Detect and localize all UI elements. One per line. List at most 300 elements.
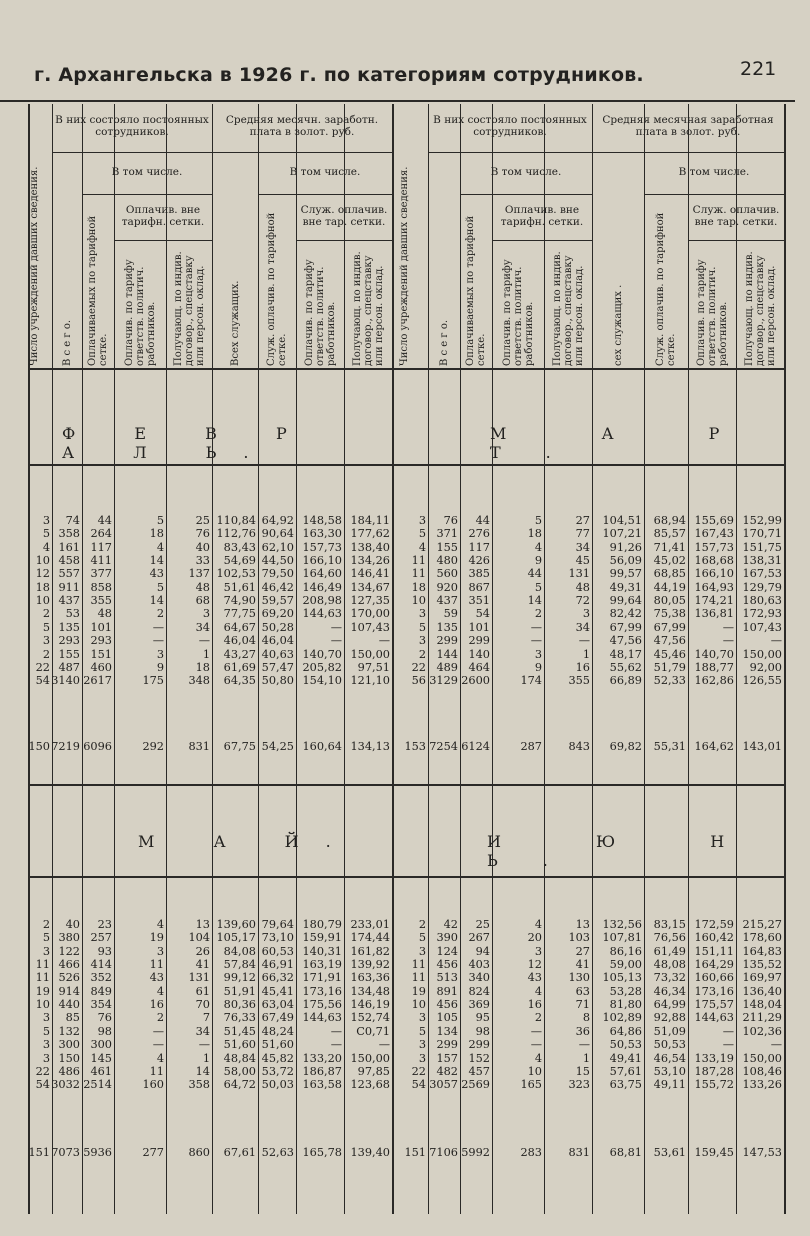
table-row: 67,99 — [653, 620, 686, 634]
table-row: — — [330, 634, 342, 648]
table-row: 45,41 — [261, 984, 294, 998]
table-row: 167,43 — [694, 527, 734, 541]
table-row: 5 — [418, 527, 426, 541]
table-row: — — [722, 1024, 734, 1038]
table-row: 107,43 — [350, 620, 390, 634]
table-row: 107,21 — [602, 527, 642, 541]
table-row: 154,10 — [302, 674, 342, 688]
table-row: 464 — [468, 660, 490, 674]
table-row: 157,73 — [302, 540, 342, 554]
table-row: 340 — [468, 971, 490, 985]
table-row: 112,76 — [216, 527, 256, 541]
table-row: 25 — [195, 514, 210, 527]
table-row: 86,16 — [609, 944, 642, 958]
table-row: 461 — [90, 1064, 112, 1078]
table-row: — — [378, 1038, 390, 1052]
table-row: 51,09 — [653, 1024, 686, 1038]
table-row: 103 — [568, 931, 590, 945]
table-row: 184,11 — [350, 514, 390, 527]
table-row: 5 — [42, 620, 50, 634]
table-row: 129,79 — [742, 580, 782, 594]
table-row: 46,04 — [223, 634, 256, 648]
table-row: 34 — [575, 620, 590, 634]
table-row: 92,88 — [653, 1011, 686, 1025]
table-row: 61 — [195, 984, 210, 998]
table-row: 99,64 — [609, 594, 642, 608]
table-row: 41 — [575, 958, 590, 972]
header-individual-contract: Получающ. по индив. договор., спецставку или персон. оклад. — [351, 251, 385, 366]
total-row: 6124 — [461, 740, 490, 753]
table-row: 18 — [527, 527, 542, 541]
table-row: 3 — [42, 634, 50, 648]
table-row: 51,61 — [223, 580, 256, 594]
table-row: 83,15 — [653, 918, 686, 931]
total-row: 7073 — [51, 1146, 80, 1159]
table-row: 50,28 — [261, 620, 294, 634]
salary-group-rule-right — [592, 152, 784, 153]
table-row: 205,82 — [302, 660, 342, 674]
table-row: 102,53 — [216, 567, 256, 581]
table-row: 5 — [42, 1024, 50, 1038]
table-row: 8 — [582, 1011, 590, 1025]
table-row: 155 — [436, 540, 458, 554]
table-row: 50,53 — [653, 1038, 686, 1052]
table-row: 174 — [520, 674, 542, 688]
table-row: 526 — [58, 971, 80, 985]
table-row: 2514 — [83, 1078, 112, 1092]
table-row: 79,64 — [261, 918, 294, 931]
table-row: 371 — [436, 527, 458, 541]
table-row: 914 — [58, 984, 80, 998]
table-row: 59,00 — [609, 958, 642, 972]
table-row: 102,89 — [602, 1011, 642, 1025]
table-row: 53 — [65, 607, 80, 621]
table-row: 159,91 — [302, 931, 342, 945]
table-row: 57,84 — [223, 958, 256, 972]
table-row: 107,43 — [742, 620, 782, 634]
table-row: 85,57 — [653, 527, 686, 541]
table-row: 5 — [418, 1024, 426, 1038]
table-row: 175 — [142, 674, 164, 688]
table-row: 380 — [58, 931, 80, 945]
table-row: 41 — [195, 958, 210, 972]
table-row: 51,60 — [261, 1038, 294, 1052]
table-row: 99,57 — [609, 567, 642, 581]
table-row: 34 — [195, 620, 210, 634]
table-row: 44,19 — [653, 580, 686, 594]
table-row: 44 — [527, 567, 542, 581]
table-row: 2 — [418, 918, 426, 931]
table-row: 178,60 — [742, 931, 782, 945]
table-row: 369 — [468, 998, 490, 1012]
total-row: 5936 — [83, 1146, 112, 1159]
table-row: 18 — [35, 580, 50, 594]
table-row: 80,36 — [223, 998, 256, 1012]
table-row: 4 — [42, 540, 50, 554]
table-row: 104,51 — [602, 514, 642, 527]
table-row: 10 — [35, 594, 50, 608]
table-row: 40,63 — [261, 647, 294, 661]
total-row: 55,31 — [653, 740, 686, 753]
table-row: 16 — [527, 998, 542, 1012]
table-row: 4 — [418, 540, 426, 554]
section-divider — [28, 784, 784, 786]
table-row: 164,29 — [694, 958, 734, 972]
table-row: 1 — [582, 1051, 590, 1065]
table-row: 80,05 — [653, 594, 686, 608]
table-row: 133,19 — [694, 1051, 734, 1065]
table-row: 377 — [90, 567, 112, 581]
header-in-that-number: В том числе. — [111, 166, 183, 178]
table-row: 43,27 — [223, 647, 256, 661]
table-row: 53,72 — [261, 1064, 294, 1078]
table-row: 95 — [475, 1011, 490, 1025]
table-row: 134 — [436, 1024, 458, 1038]
table-row: 4 — [156, 540, 164, 554]
table-row: 73,10 — [261, 931, 294, 945]
total-row: 160,64 — [302, 740, 342, 753]
table-row: 131 — [568, 567, 590, 581]
table-row: 9 — [534, 660, 542, 674]
table-row: 5 — [418, 931, 426, 945]
table-row: 48,08 — [653, 958, 686, 972]
table-row: 152 — [468, 1051, 490, 1065]
table-row: 157,73 — [694, 540, 734, 554]
table-row: 33 — [195, 554, 210, 568]
total-row: 67,75 — [223, 740, 256, 753]
table-row: 15 — [575, 1064, 590, 1078]
table-row: 440 — [58, 998, 80, 1012]
table-row: 54 — [475, 607, 490, 621]
header-in-that-number: В том числе. — [678, 166, 750, 178]
table-row: 52,33 — [653, 674, 686, 688]
month-label: Ф Е В Р А Л Ь. — [62, 424, 314, 462]
table-row: 1 — [202, 1051, 210, 1065]
table-row: 293 — [58, 634, 80, 648]
table-row: 426 — [468, 554, 490, 568]
table-row: 64,99 — [653, 998, 686, 1012]
header-paid-responsible: Оплачив. по тарифу ответств. политич. работников. — [501, 259, 535, 366]
table-row: 105,13 — [602, 971, 642, 985]
table-row: 61,49 — [653, 944, 686, 958]
table-row: 13 — [575, 918, 590, 931]
header-all-employees: сех служащих . — [612, 284, 624, 366]
total-row: 164,62 — [694, 740, 734, 753]
table-row: 390 — [436, 931, 458, 945]
total-row: 143,01 — [742, 740, 782, 753]
feb-month-rule — [28, 464, 784, 466]
table-row: 3 — [418, 944, 426, 958]
table-row: 157 — [436, 1051, 458, 1065]
table-row: 27 — [575, 944, 590, 958]
table-row: 57,61 — [609, 1064, 642, 1078]
table-row: 46,54 — [653, 1051, 686, 1065]
table-row: 150,00 — [350, 1051, 390, 1065]
table-row: 101 — [468, 620, 490, 634]
subsub-rule-left2 — [296, 240, 392, 241]
table-row: 3 — [534, 647, 542, 661]
total-row: 151 — [28, 1146, 50, 1159]
table-row: 26 — [195, 944, 210, 958]
table-row: 45,46 — [653, 647, 686, 661]
table-row: 132 — [58, 1024, 80, 1038]
table-row: 99,12 — [223, 971, 256, 985]
table-row: 13 — [195, 918, 210, 931]
total-row: 831 — [188, 740, 210, 753]
table-row: 22 — [35, 1064, 50, 1078]
table-row: 48,24 — [261, 1024, 294, 1038]
table-row: 45,82 — [261, 1051, 294, 1065]
table-row: 75,38 — [653, 607, 686, 621]
table-row: 187,28 — [694, 1064, 734, 1078]
table-row: 79,50 — [261, 567, 294, 581]
total-row: 292 — [142, 740, 164, 753]
table-row: 5 — [418, 620, 426, 634]
table-row: 72 — [575, 594, 590, 608]
header-staff-right: В них состояло постоянных сотрудников. — [433, 114, 587, 138]
table-row: 34 — [575, 540, 590, 554]
table-row: 117 — [468, 540, 490, 554]
table-row: 61,69 — [223, 660, 256, 674]
table-row: 48 — [97, 607, 112, 621]
table-row: 9 — [534, 554, 542, 568]
table-row: 487 — [58, 660, 80, 674]
table-row: 466 — [58, 958, 80, 972]
total-row: 68,81 — [609, 1146, 642, 1159]
table-row: 60,53 — [261, 944, 294, 958]
table-row: — — [198, 634, 210, 648]
table-row: 82,42 — [609, 607, 642, 621]
table-row: 11 — [411, 567, 426, 581]
table-row: 49,31 — [609, 580, 642, 594]
table-row: 130 — [568, 971, 590, 985]
table-row: 150 — [58, 1051, 80, 1065]
table-row: 20 — [527, 931, 542, 945]
table-row: 46,91 — [261, 958, 294, 972]
table-row: 19 — [35, 984, 50, 998]
salary-group-rule-left — [212, 152, 392, 153]
table-row: 76,56 — [653, 931, 686, 945]
subsub-rule-right — [492, 240, 592, 241]
table-row: 460 — [90, 660, 112, 674]
table-row: 911 — [58, 580, 80, 594]
table-row: 2 — [42, 607, 50, 621]
total-row: 52,63 — [261, 1146, 294, 1159]
table-row: 3 — [42, 514, 50, 527]
total-row: 139,40 — [350, 1146, 390, 1159]
table-row: 44,50 — [261, 554, 294, 568]
table-row: 166,10 — [302, 554, 342, 568]
table-row: 849 — [90, 984, 112, 998]
table-row: 411 — [90, 554, 112, 568]
table-row: 480 — [436, 554, 458, 568]
table-row: 3 — [42, 944, 50, 958]
table-row: 264 — [90, 527, 112, 541]
table-row: 151 — [90, 647, 112, 661]
table-row: 155,72 — [694, 1078, 734, 1092]
table-row: 51,60 — [223, 1038, 256, 1052]
table-row: 148,04 — [742, 998, 782, 1012]
table-row: 11 — [411, 971, 426, 985]
table-row: 2 — [534, 607, 542, 621]
table-row: — — [152, 1024, 164, 1038]
table-row: 160,42 — [694, 931, 734, 945]
table-row: 48 — [195, 580, 210, 594]
table-row: 150,00 — [350, 647, 390, 661]
table-row: 155,69 — [694, 514, 734, 527]
table-row: 299 — [468, 1038, 490, 1052]
table-row: 64,67 — [223, 620, 256, 634]
table-row: 53,28 — [609, 984, 642, 998]
table-row: С0,71 — [356, 1024, 390, 1038]
table-row: 23 — [97, 918, 112, 931]
table-row: 5 — [42, 931, 50, 945]
table-row: 11 — [411, 958, 426, 972]
header-total: В с е г о. — [438, 319, 450, 366]
table-row: 108,46 — [742, 1064, 782, 1078]
table-row: 163,58 — [302, 1078, 342, 1092]
table-row: 11 — [149, 1064, 164, 1078]
header-emp-by-tariff: Служ. оплачив. по тарифной сетке. — [266, 212, 288, 366]
table-row: 188,77 — [694, 660, 734, 674]
table-row: 299 — [436, 634, 458, 648]
table-row: 10 — [411, 998, 426, 1012]
table-row: 414 — [90, 958, 112, 972]
table-row: 16 — [575, 660, 590, 674]
table-row: 2 — [156, 607, 164, 621]
table-row: 12 — [35, 567, 50, 581]
table-row: 22 — [411, 660, 426, 674]
table-row: 2 — [156, 1011, 164, 1025]
total-row: 150 — [28, 740, 50, 753]
table-row: 3 — [418, 1011, 426, 1025]
header-paid-responsible: Оплачив. по тарифу ответств. политич. работников. — [123, 259, 157, 366]
total-row: 7106 — [429, 1146, 458, 1159]
table-row: — — [378, 634, 390, 648]
table-row: 11 — [35, 971, 50, 985]
table-row: 140 — [468, 647, 490, 661]
table-row: 18 — [195, 660, 210, 674]
table-row: 3 — [42, 1038, 50, 1052]
table-row: — — [722, 620, 734, 634]
table-row: 858 — [90, 580, 112, 594]
table-row: 44 — [97, 514, 112, 527]
table-row: — — [152, 620, 164, 634]
table-row: 139,60 — [216, 918, 256, 931]
table-row: 152,74 — [350, 1011, 390, 1025]
table-row: 94 — [475, 944, 490, 958]
table-row: 19 — [149, 931, 164, 945]
table-row: 71,41 — [653, 540, 686, 554]
table-row: 127,35 — [350, 594, 390, 608]
table-row: — — [530, 634, 542, 648]
header-paid-outside: Оплачив. вне тарифн. сетки. — [121, 204, 205, 228]
header-in-that-number: В том числе. — [490, 166, 562, 178]
table-row: 55,62 — [609, 660, 642, 674]
total-row: 53,61 — [653, 1146, 686, 1159]
table-row: 140,70 — [302, 647, 342, 661]
table-row: — — [530, 620, 542, 634]
table-row: 4 — [534, 918, 542, 931]
table-row: 134,26 — [350, 554, 390, 568]
table-row: 824 — [468, 984, 490, 998]
table-row: 169,97 — [742, 971, 782, 985]
table-row: 51,79 — [653, 660, 686, 674]
table-row: 3 — [42, 1011, 50, 1025]
table-row: 48 — [575, 580, 590, 594]
table-row: 180,79 — [302, 918, 342, 931]
table-row: 140,31 — [302, 944, 342, 958]
table-row: 47,56 — [653, 634, 686, 648]
table-row: 1 — [582, 647, 590, 661]
total-row: 6096 — [83, 740, 112, 753]
table-row: 2600 — [461, 674, 490, 688]
table-row: 7 — [202, 1011, 210, 1025]
table-row: — — [530, 1038, 542, 1052]
table-row: 3 — [418, 1051, 426, 1065]
table-row: 56,09 — [609, 554, 642, 568]
header-salary-left: Средняя месячн. заработн. плата в золот. руб. — [225, 114, 379, 138]
table-row: 43 — [149, 971, 164, 985]
table-row: 90,64 — [261, 527, 294, 541]
table-row: 3 — [42, 1051, 50, 1065]
table-row: 14 — [149, 554, 164, 568]
table-row: 150,00 — [742, 647, 782, 661]
total-row: 7254 — [429, 740, 458, 753]
table-row: 155 — [58, 647, 80, 661]
header-paid-by-tariff: Оплачиваемых по тарифной сетке. — [87, 215, 109, 366]
table-row: 134,48 — [350, 984, 390, 998]
table-row: 891 — [436, 984, 458, 998]
header-paid-responsible: Оплачив. по тарифу ответств. политич. работников. — [303, 259, 337, 366]
table-row: 18 — [411, 580, 426, 594]
table-row: 92,00 — [749, 660, 782, 674]
table-row: 135 — [58, 620, 80, 634]
table-row: 4 — [534, 540, 542, 554]
table-row: 170,00 — [350, 607, 390, 621]
table-row: 177,62 — [350, 527, 390, 541]
table-row: 300 — [90, 1038, 112, 1052]
table-row: 168,68 — [694, 554, 734, 568]
header-individual-contract: Получающ. по индив. договор., спецставку или персон. оклад. — [172, 251, 206, 366]
table-row: 299 — [436, 1038, 458, 1052]
table-row: 126,55 — [742, 674, 782, 688]
table-row: 144,63 — [302, 1011, 342, 1025]
table-row: 49,11 — [653, 1078, 686, 1092]
table-row: 102,36 — [742, 1024, 782, 1038]
table-row: 69,20 — [261, 607, 294, 621]
table-row: 48,84 — [223, 1051, 256, 1065]
table-row: — — [152, 1038, 164, 1052]
month-label: И Ю Н Ь. — [487, 832, 770, 870]
table-row: — — [330, 1024, 342, 1038]
table-row: 3129 — [429, 674, 458, 688]
table-row: 68,85 — [653, 567, 686, 581]
table-row: 85 — [65, 1011, 80, 1025]
table-row: 2569 — [461, 1078, 490, 1092]
table-row: 12 — [527, 958, 542, 972]
table-row: 403 — [468, 958, 490, 972]
header-salary-right: Средняя месячная заработная плата в золот. руб. — [602, 114, 774, 138]
table-row: — — [152, 634, 164, 648]
table-row: 457 — [468, 1064, 490, 1078]
table-row: 358 — [188, 1078, 210, 1092]
table-row: 54 — [35, 1078, 50, 1092]
subgroup-rule-left — [82, 194, 212, 195]
table-row: 867 — [468, 580, 490, 594]
table-row: 84,08 — [223, 944, 256, 958]
table-row: 59,57 — [261, 594, 294, 608]
